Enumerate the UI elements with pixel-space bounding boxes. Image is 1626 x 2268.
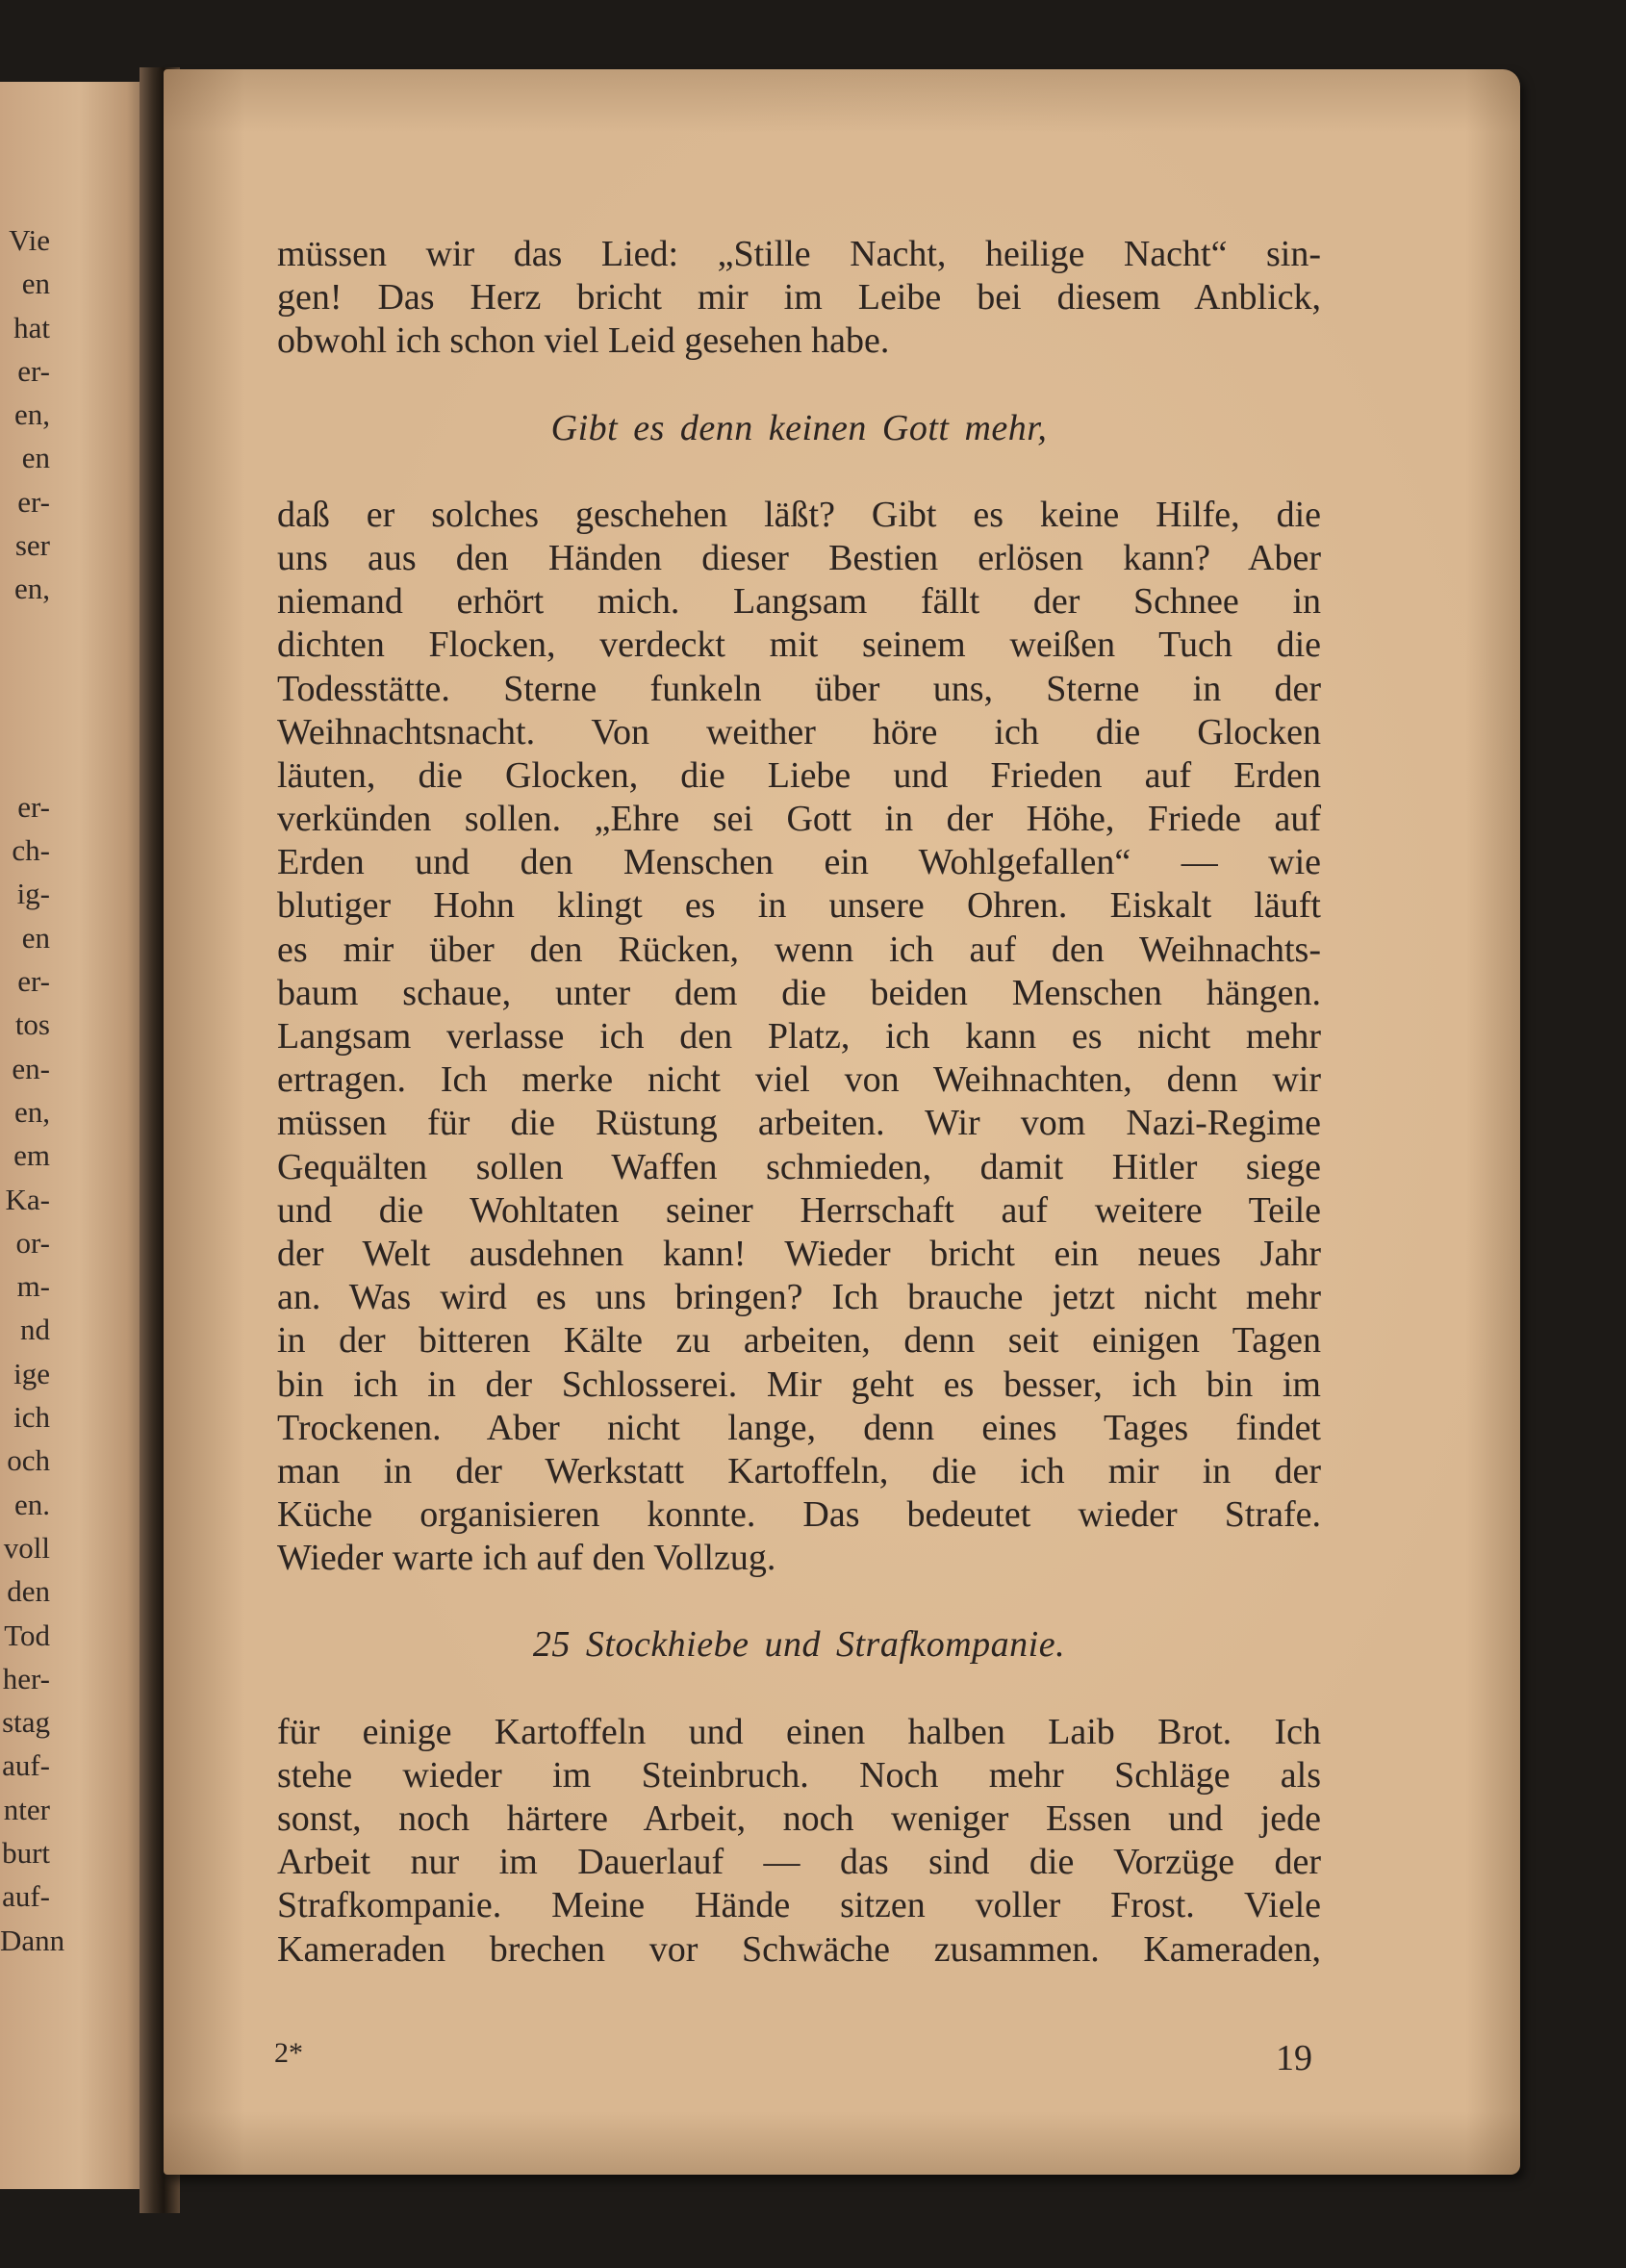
left-page-fragment: m-: [16, 1269, 50, 1304]
text-line: Gequälten sollen Waffen schmieden, damit Hitler siege: [277, 1146, 1321, 1187]
left-page-fragment: nter: [3, 1792, 50, 1826]
text-line: Küche organisieren konnte. Das bedeutet wieder Strafe.: [277, 1494, 1321, 1536]
left-page-fragment: och: [7, 1443, 50, 1478]
signature-mark: 2*: [274, 2037, 303, 2069]
left-page-fragment: en,: [13, 1094, 50, 1129]
text-line: blutiger Hohn klingt es in unsere Ohren. Eiskalt läuft: [277, 885, 1321, 927]
text-line: daß er solches geschehen läßt? Gibt es keine Hilfe, die: [277, 494, 1321, 535]
left-page-fragment: en,: [13, 572, 50, 606]
text-line: Weihnachtsnacht. Von weither höre ich die Glocken: [277, 711, 1321, 752]
text-line: bin ich in der Schlosserei. Mir geht es besser, ich bin im: [277, 1363, 1321, 1405]
text-line: für einige Kartoffeln und einen halben Laib Brot. Ich: [277, 1711, 1321, 1752]
left-page-fragment: er-: [17, 964, 50, 999]
text-line: gen! Das Herz bricht mir im Leibe bei diesem Anblick,: [277, 277, 1321, 319]
left-page-fragment: nd: [20, 1312, 50, 1347]
page-body-text: [277, 233, 1321, 1972]
text-line: Strafkompanie. Meine Hände sitzen voller Frost. Viele: [277, 1885, 1321, 1926]
left-page-fragment: hat: [13, 310, 50, 344]
text-line: es mir über den Rücken, wenn ich auf den Weihnachts-: [277, 929, 1321, 970]
text-line: der Welt ausdehnen kann! Wieder bricht ein neues Jahr: [277, 1233, 1321, 1274]
text-line: Wieder warte ich auf den Vollzug.: [277, 1538, 776, 1579]
left-page-fragment: ch-: [12, 833, 50, 868]
left-page-fragment: Dann: [0, 1923, 65, 1957]
text-line: ertragen. Ich merke nicht viel von Weihnachten, denn wir: [277, 1059, 1321, 1101]
left-page-fragment: Ka-: [5, 1182, 50, 1216]
left-page-fragment: Vie: [9, 223, 50, 257]
text-line: man in der Werkstatt Kartoffeln, die ich mir in der: [277, 1450, 1321, 1491]
left-page-fragment: em: [13, 1138, 50, 1173]
left-page-fragment: auf-: [2, 1748, 50, 1783]
left-page-fragment: burt: [2, 1835, 50, 1870]
left-page-fragment: er-: [17, 353, 50, 388]
left-page-fragment: auf-: [2, 1879, 50, 1914]
text-line: dichten Flocken, verdeckt mit seinem weißen Tuch die: [277, 624, 1321, 666]
left-page-fragment: [0, 654, 50, 698]
section-heading-1: Gibt es denn keinen Gott mehr,: [550, 407, 1048, 448]
left-page-fragment: den: [7, 1574, 50, 1609]
text-line: sonst, noch härtere Arbeit, noch weniger Essen und jede: [277, 1798, 1321, 1839]
left-page-fragment: en: [21, 441, 50, 475]
left-page-fragment: ich: [13, 1400, 50, 1435]
left-page-fragment: [0, 611, 50, 654]
left-page-fragment: or-: [15, 1225, 50, 1260]
paragraph-middle: [277, 494, 1321, 1581]
left-page-fragment: [0, 698, 50, 741]
text-line: müssen für die Rüstung arbeiten. Wir vom Nazi-Regime: [277, 1103, 1321, 1144]
left-page-fragment: stag: [2, 1705, 50, 1740]
text-line: an. Was wird es uns bringen? Ich brauche jetzt nicht mehr: [277, 1277, 1321, 1318]
left-page-fragment: her-: [2, 1661, 50, 1695]
left-page-fragment: er-: [17, 484, 50, 519]
text-line: in der bitteren Kälte zu arbeiten, denn seit einigen Tagen: [277, 1320, 1321, 1362]
left-page-fragment: en-: [12, 1051, 50, 1085]
text-line: Arbeit nur im Dauerlauf — das sind die Vorzüge der: [277, 1842, 1321, 1883]
text-line: müssen wir das Lied: „Stille Nacht, heilige Nacht“ sin-: [277, 234, 1321, 274]
section-heading-2: 25 Stockhiebe und Strafkompanie.: [532, 1624, 1066, 1666]
text-line: niemand erhört mich. Langsam fällt der Schnee in: [277, 581, 1321, 623]
left-page-fragment: en.: [13, 1487, 50, 1521]
left-page-fragment: [0, 742, 50, 785]
left-page-fragment: voll: [3, 1530, 50, 1565]
text-line: Todesstätte. Sterne funkeln über uns, Sterne in der: [277, 668, 1321, 709]
page-number: 19: [1276, 2038, 1312, 2078]
left-page-fragment: en: [21, 920, 50, 955]
text-line: läuten, die Glocken, die Liebe und Frieden auf Erden: [277, 754, 1321, 796]
left-page-fragment: ser: [14, 528, 50, 563]
paragraph-top: [277, 233, 1321, 364]
left-page: [0, 82, 144, 2189]
paragraph-bottom: [277, 1711, 1321, 1972]
left-page-text-fragments: [0, 218, 65, 1962]
text-line: Trockenen. Aber nicht lange, denn eines Tages findet: [277, 1407, 1321, 1448]
text-line: stehe wieder im Steinbruch. Noch mehr Schläge als: [277, 1754, 1321, 1796]
left-page-fragment: er-: [17, 789, 50, 824]
text-line: und die Wohltaten seiner Herrschaft auf weitere Teile: [277, 1189, 1321, 1231]
left-page-fragment: en,: [13, 397, 50, 432]
text-line: Langsam verlasse ich den Platz, ich kann es nicht mehr: [277, 1016, 1321, 1057]
left-page-fragment: Tod: [4, 1618, 50, 1652]
left-page-fragment: en: [21, 267, 50, 301]
left-page-fragment: ig-: [16, 877, 50, 911]
text-line: Erden und den Menschen ein Wohlgefallen“ — wie: [277, 842, 1321, 883]
text-line: baum schaue, unter dem die beiden Menschen hängen.: [277, 972, 1321, 1013]
text-line: Kameraden brechen vor Schwäche zusammen. Kameraden,: [277, 1928, 1321, 1970]
left-page-fragment: ige: [13, 1356, 50, 1390]
text-line: uns aus den Händen dieser Bestien erlösen kann? Aber: [277, 537, 1321, 578]
text-line: verkünden sollen. „Ehre sei Gott in der Höhe, Friede auf: [277, 799, 1321, 840]
left-page-fragment: tos: [14, 1007, 50, 1042]
text-line: obwohl ich schon viel Leid gesehen habe.: [277, 320, 890, 362]
